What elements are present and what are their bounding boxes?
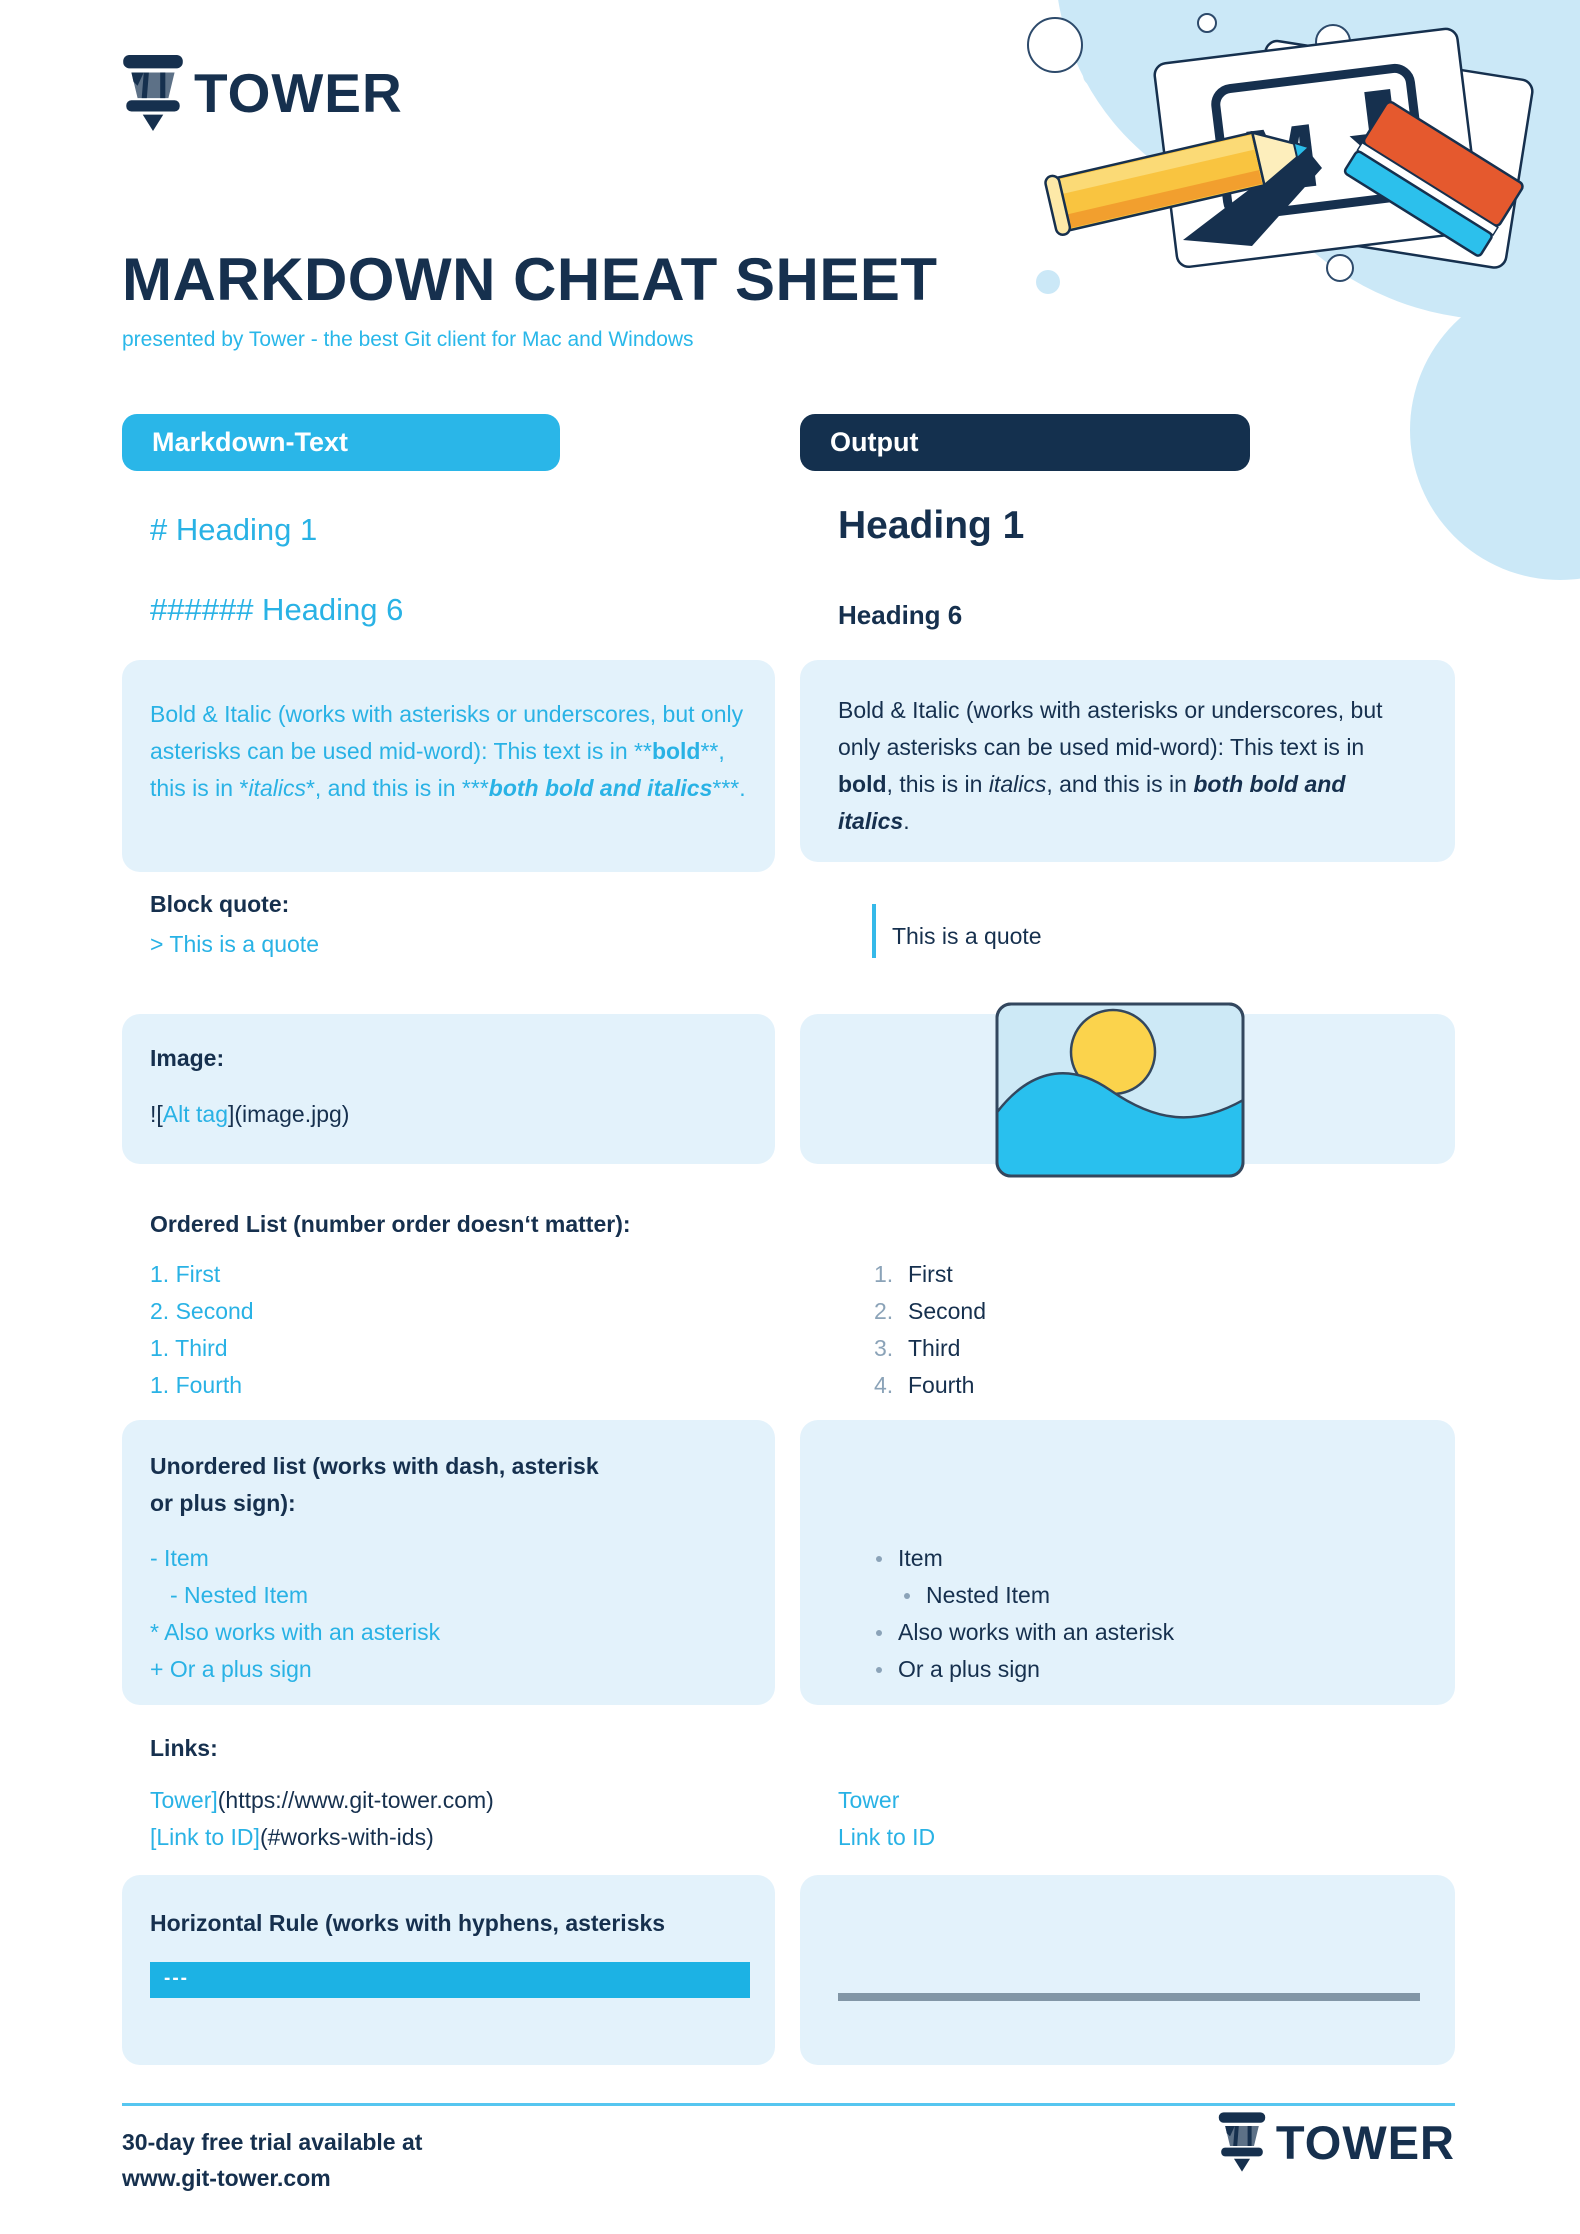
output-ordered-item	[874, 1330, 986, 1367]
column-header-output: Output	[800, 414, 1250, 471]
output-blockquote-text: This is a quote	[892, 923, 1042, 949]
ordered-text: Fourth	[908, 1372, 975, 1398]
ordered-text: First	[908, 1261, 953, 1287]
footer-brand-name: TOWER	[1275, 2115, 1455, 2169]
md-unordered-item-nested: - Nested Item	[170, 1582, 309, 1608]
md-bi-bold: bold	[651, 738, 701, 764]
output-bold-italic-box	[800, 660, 1455, 862]
ordered-number: 1.	[874, 1261, 894, 1287]
md-bi-text: Bold & Italic (works with asterisks or underscores, but only asterisks can be used mid-word): This text is in **	[150, 701, 744, 764]
output-image-icon	[995, 1002, 1245, 1178]
md-image-post: ](image.jpg)	[228, 1101, 350, 1127]
page-title: MARKDOWN CHEAT SHEET	[122, 246, 938, 313]
footer-trial-line1: 30-day free trial available at	[122, 2129, 423, 2155]
md-bi-text: **, this is in *	[150, 738, 725, 801]
column-header-markdown-text: Markdown-Text	[122, 414, 560, 471]
bullet-icon	[904, 1593, 910, 1599]
out-bi-bolditalic: both bold and italics	[838, 771, 1346, 834]
markdown-illustration	[1000, 0, 1580, 580]
md-bi-italic: italics	[248, 775, 306, 801]
md-link2-text: [Link to ID]	[150, 1824, 260, 1850]
md-heading6-syntax: ###### Heading 6	[150, 592, 404, 627]
out-bi-bold: bold	[838, 771, 887, 797]
footer-divider	[122, 2103, 1455, 2106]
output-hr-box	[800, 1875, 1455, 2065]
md-unordered-item: - Item	[150, 1545, 209, 1571]
blockquote-label: Block quote:	[150, 891, 290, 917]
md-link2-url: (#works-with-ids)	[259, 1824, 434, 1850]
md-unordered-item: + Or a plus sign	[150, 1656, 312, 1682]
md-bold-italic-box	[122, 660, 775, 872]
md-image-pre: ![	[150, 1101, 163, 1127]
out-bi-text: , this is in	[886, 771, 989, 797]
ordered-number: 2.	[874, 1298, 894, 1324]
md-bi-text: *, and this is in ***	[305, 775, 489, 801]
unordered-text: Also works with an asterisk	[898, 1619, 1175, 1645]
out-bi-text: .	[903, 808, 910, 834]
bullet-icon	[876, 1556, 882, 1562]
footer-tower-logo	[1218, 2112, 1455, 2172]
blockquote-bar	[872, 904, 876, 958]
output-heading6: Heading 6	[838, 600, 963, 630]
md-bi-bolditalic: both bold and italics	[488, 775, 713, 801]
output-link-to-id[interactable]: Link to ID	[838, 1824, 936, 1850]
output-unordered-item	[876, 1540, 1174, 1577]
output-heading1: Heading 1	[838, 504, 1025, 547]
bullet-icon	[876, 1667, 882, 1673]
output-unordered-list	[876, 1540, 1174, 1688]
out-bi-text: , and this is in	[1046, 771, 1194, 797]
md-heading1-syntax: # Heading 1	[150, 512, 318, 547]
output-ordered-item	[874, 1367, 986, 1404]
md-link1-url: (https://www.git-tower.com)	[217, 1787, 494, 1813]
md-hr-syntax: ---	[150, 1962, 750, 1998]
md-link1-text: Tower]	[150, 1787, 218, 1813]
ordered-number: 3.	[874, 1335, 894, 1361]
md-image-alt: Alt tag	[162, 1101, 228, 1127]
md-image-syntax	[150, 1096, 349, 1133]
tower-logo-icon	[1218, 2112, 1266, 2172]
unordered-text: Item	[898, 1545, 943, 1571]
unordered-text: Or a plus sign	[898, 1656, 1040, 1682]
links-label: Links:	[150, 1735, 218, 1761]
md-image-box	[122, 1014, 775, 1164]
output-ordered-item	[874, 1256, 986, 1293]
unordered-list-label-line1: Unordered list (works with dash, asterisk	[150, 1453, 599, 1479]
md-ordered-item: 2. Second	[150, 1298, 254, 1324]
page-subtitle: presented by Tower - the best Git client for Mac and Windows	[122, 328, 694, 351]
output-ordered-item	[874, 1293, 986, 1330]
output-link-tower[interactable]: Tower	[838, 1787, 900, 1813]
md-ordered-item: 1. Fourth	[150, 1372, 243, 1398]
output-unordered-item	[876, 1614, 1174, 1651]
output-hr-line	[838, 1993, 1420, 2001]
ordered-number: 4.	[874, 1372, 894, 1398]
tower-logo-icon	[122, 55, 184, 131]
tower-logo	[122, 55, 403, 131]
footer-trial-url: www.git-tower.com	[122, 2165, 331, 2191]
unordered-list-label-line2: or plus sign):	[150, 1490, 296, 1516]
md-ordered-item: 1. First	[150, 1261, 221, 1287]
md-link-line2	[150, 1819, 434, 1856]
md-unordered-list	[150, 1540, 440, 1688]
md-unordered-item: * Also works with an asterisk	[150, 1619, 441, 1645]
out-bi-text: Bold & Italic (works with asterisks or underscores, but only asterisks can be used mid-word): This text is in	[838, 697, 1383, 760]
brand-name: TOWER	[194, 62, 403, 124]
output-unordered-item-nested	[904, 1577, 1174, 1614]
out-bi-italic: italics	[988, 771, 1047, 797]
unordered-text: Nested Item	[926, 1582, 1050, 1608]
hr-label: Horizontal Rule (works with hyphens, asterisks	[150, 1910, 666, 1936]
output-unordered-item	[876, 1651, 1174, 1688]
md-ordered-item: 1. Third	[150, 1335, 228, 1361]
image-label: Image:	[150, 1045, 225, 1071]
md-ordered-list	[150, 1256, 254, 1404]
ordered-list-label: Ordered List (number order doesn‘t matter):	[150, 1211, 631, 1237]
ordered-text: Second	[908, 1298, 987, 1324]
output-ordered-list	[874, 1256, 986, 1404]
ordered-text: Third	[908, 1335, 961, 1361]
md-link-line1	[150, 1782, 494, 1819]
md-bi-text: ***.	[712, 775, 746, 801]
bullet-icon	[876, 1630, 882, 1636]
md-blockquote-syntax: > This is a quote	[150, 931, 319, 957]
